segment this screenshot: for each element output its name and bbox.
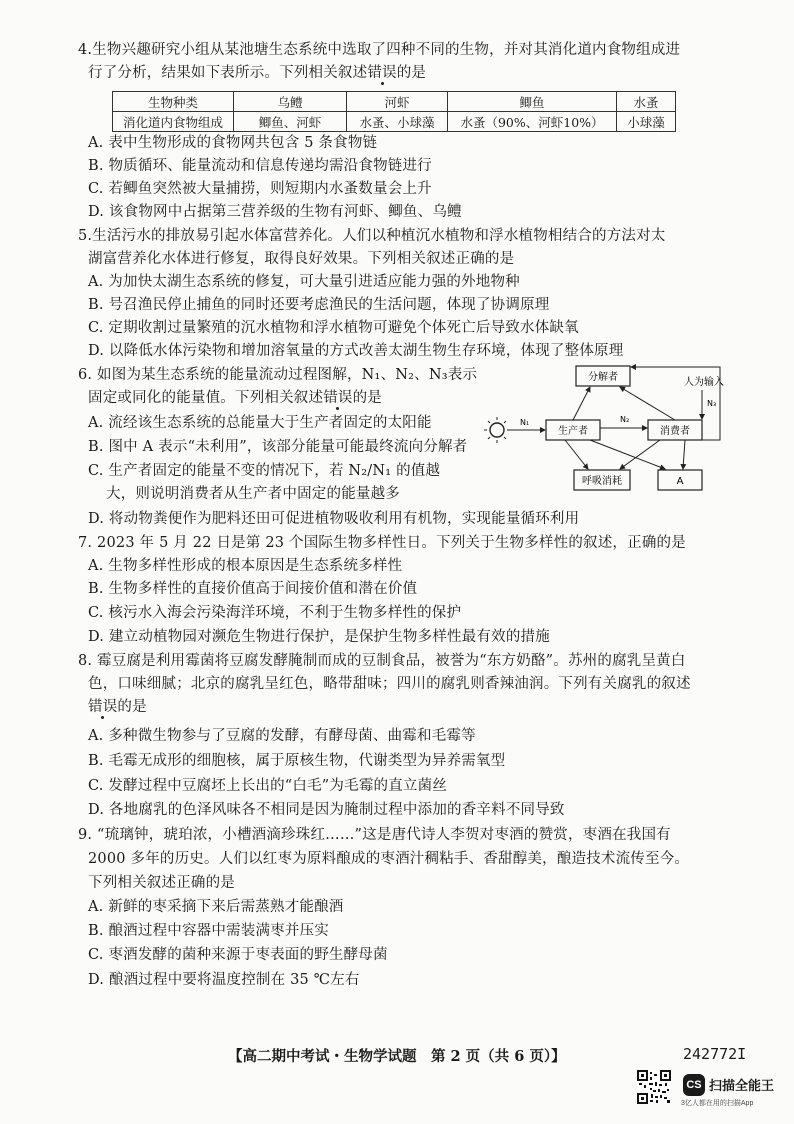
diet-table <box>112 91 676 132</box>
q9-stem-line3: 下列相关叙述正确的是 <box>88 875 235 891</box>
q6-option-c-line2: 大，则说明消费者从生产者中固定的能量越多 <box>106 486 400 502</box>
q7-option-a: A. 生物多样性形成的根本原因是生态系统多样性 <box>88 558 403 574</box>
q6-option-a: A. 流经该生态系统的总能量大于生产者固定的太阳能 <box>88 415 432 431</box>
q9-stem-line2: 2000 多年的历史。人们以红枣为原料酿成的枣酒汁稠粘手、香甜醇美，酿造技术流传至今。 <box>88 851 690 867</box>
q9-option-b: B. 酿酒过程中容器中需装满枣并压实 <box>88 923 329 939</box>
table-cell: 小球藻 <box>617 112 676 132</box>
q4-option-b: B. 物质循环、能量流动和信息传递均需沿食物链进行 <box>88 158 432 174</box>
q8-option-d: D. 各地腐乳的色泽风味各不相同是因为腌制过程中添加的香辛料不同导致 <box>88 802 565 818</box>
q6-stem-line1: 6. 如图为某生态系统的能量流动过程图解，N₁、N₂、N₃表示 <box>78 367 478 383</box>
q8-option-c: C. 发酵过程中豆腐坯上长出的“白毛”为毛霉的直立菌丝 <box>88 778 448 794</box>
n1-label: N₁ <box>520 418 530 427</box>
table-row <box>113 112 676 132</box>
q6-option-b: B. 图中 A 表示“未利用”，该部分能量可能最终流向分解者 <box>88 439 468 455</box>
camscanner-tagline: 3亿人都在用的扫描App <box>681 1100 754 1107</box>
q8-option-b: B. 毛霉无成形的细胞核，属于原核生物，代谢类型为异养需氧型 <box>88 753 506 769</box>
qr-code-icon <box>637 1070 671 1104</box>
emphasis-dot-text: 错误 <box>367 65 397 81</box>
q4-stem-line1: 4.生物兴趣研究小组从某池塘生态系统中选取了四种不同的生物，并对其消化道内食物组成进 <box>78 42 681 58</box>
exam-code: 242772I <box>683 1045 747 1063</box>
table-header-cell: 生物种类 <box>113 92 234 112</box>
emphasis-dot-text: 错误 <box>323 390 353 406</box>
q8-stem-line3: 错误的是 <box>88 699 147 715</box>
q7-option-b: B. 生物多样性的直接价值高于间接价值和潜在价值 <box>88 581 418 597</box>
page-footer: 【高二期中考试・生物学试题 第 2 页（共 6 页）】 <box>228 1048 566 1065</box>
q9-option-a: A. 新鲜的枣采摘下来后需蒸熟才能酿酒 <box>88 899 344 915</box>
q4-option-a: A. 表中生物形成的食物网共包含 5 条食物链 <box>88 135 378 151</box>
energy-flow-diagram <box>480 362 750 492</box>
a-label: A <box>676 476 684 487</box>
q9-stem-line1: 9. “琉璃钟，琥珀浓，小槽酒滴珍珠红……”这是唐代诗人李贺对枣酒的赞赏，枣酒在我国有 <box>78 827 671 843</box>
q5-stem-line1: 5.生活污水的排放易引起水体富营养化。人们以种植沉水植物和浮水植物相结合的方法对太 <box>78 228 666 244</box>
q5-option-d: D. 以降低水体污染物和增加溶氧量的方式改善太湖生物生存环境，体现了整体原理 <box>88 343 624 359</box>
q7-option-c: C. 核污水入海会污染海洋环境，不利于生物多样性的保护 <box>88 605 462 621</box>
q8-stem-line1: 8. 霉豆腐是利用霉菌将豆腐发酵腌制而成的豆制食品，被誉为“东方奶酪”。苏州的腐乳呈黄白 <box>78 653 686 669</box>
q9-option-c: C. 枣酒发酵的菌种来源于枣表面的野生酵母菌 <box>88 947 388 963</box>
q7-option-d: D. 建立动植物园对濒危生物进行保护，是保护生物多样性最有效的措施 <box>88 629 550 645</box>
q6-option-c-line1: C. 生产者固定的能量不变的情况下，若 N₂/N₁ 的值越 <box>88 463 441 479</box>
q5-option-b: B. 号召渔民停止捕鱼的同时还要考虑渔民的生活问题，体现了协调原理 <box>88 297 550 313</box>
table-header-cell: 水蚤 <box>617 92 676 112</box>
table-row <box>113 92 676 112</box>
human-input-label: 人为输入 <box>684 377 724 388</box>
q4-stem-line2: 行了分析，结果如下表所示。下列相关叙述错误的是 <box>88 65 427 81</box>
n3-label: N₃ <box>707 399 717 408</box>
q5-stem-line2: 湖富营养化水体进行修复，取得良好效果。下列相关叙述正确的是 <box>88 251 515 267</box>
table-cell: 消化道内食物组成 <box>113 112 234 132</box>
q8-option-a: A. 多种微生物参与了豆腐的发酵，有酵母菌、曲霉和毛霉等 <box>88 728 476 744</box>
respiration-label: 呼吸消耗 <box>582 476 622 487</box>
consumer-label: 消费者 <box>660 426 690 437</box>
q6-option-d: D. 将动物粪便作为肥料还田可促进植物吸收利用有机物，实现能量循环利用 <box>88 511 580 527</box>
camscanner-name: 扫描全能王 <box>709 1078 775 1093</box>
table-header-cell: 鲫鱼 <box>448 92 617 112</box>
q5-option-a: A. 为加快太湖生态系统的修复，可大量引进适应能力强的外地物种 <box>88 274 520 290</box>
emphasis-dot-text: 错误 <box>88 699 118 715</box>
q4-option-d: D. 该食物网中占据第三营养级的生物有河虾、鲫鱼、乌鳢 <box>88 204 462 220</box>
table-cell: 鲫鱼、河虾 <box>234 112 347 132</box>
producer-label: 生产者 <box>558 426 588 437</box>
q8-stem-line2: 色，口味细腻；北京的腐乳呈红色，略带甜味；四川的腐乳则香辣油润。下列有关腐乳的叙述 <box>88 676 691 692</box>
q6-stem-line2: 固定或同化的能量值。下列相关叙述错误的是 <box>88 390 383 406</box>
n2-label: N₂ <box>620 415 630 424</box>
table-header-cell: 河虾 <box>347 92 448 112</box>
q4-option-c: C. 若鲫鱼突然被大量捕捞，则短期内水蚤数量会上升 <box>88 181 432 197</box>
sun-icon <box>484 417 510 443</box>
q9-option-d: D. 酿酒过程中要将温度控制在 35 ℃左右 <box>88 972 360 988</box>
camscanner-logo: CS <box>683 1074 705 1096</box>
table-header-cell: 乌鳢 <box>234 92 347 112</box>
table-cell: 水蚤、小球藻 <box>347 112 448 132</box>
q5-option-c: C. 定期收割过量繁殖的沉水植物和浮水植物可避免个体死亡后导致水体缺氧 <box>88 320 579 336</box>
decomposer-label: 分解者 <box>588 372 618 383</box>
q7-stem: 7. 2023 年 5 月 22 日是第 23 个国际生物多样性日。下列关于生物多样性的叙述，正确的是 <box>78 535 686 551</box>
table-cell: 水蚤（90%、河虾10%） <box>448 112 617 132</box>
